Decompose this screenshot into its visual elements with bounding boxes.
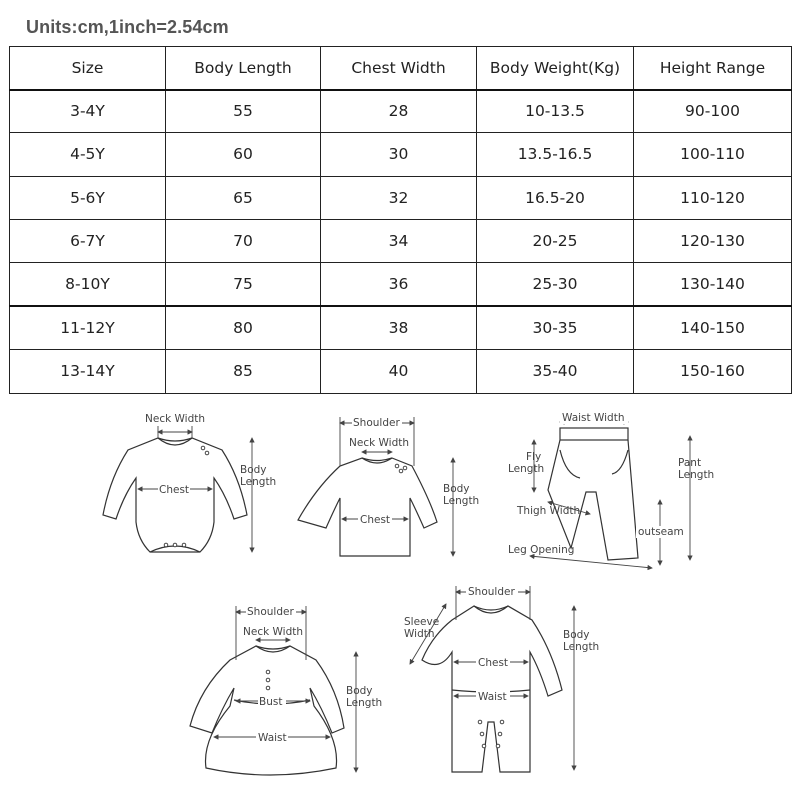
label-fly-length: Fly: [526, 451, 542, 463]
table-row: [10, 176, 792, 219]
table-row: [10, 263, 792, 306]
cell-size: 11-12Y: [10, 306, 166, 349]
cell-body-length: 60: [166, 133, 321, 176]
table-row: [10, 133, 792, 176]
cell-chest-width: 30: [321, 133, 477, 176]
cell-height-range: 130-140: [634, 263, 792, 306]
cell-body-weight: 30-35: [477, 306, 634, 349]
label-body-length: Length: [346, 697, 383, 709]
label-chest: Chest: [478, 657, 509, 669]
units-note: Units:cm,1inch=2.54cm: [26, 17, 229, 37]
label-bust: Bust: [259, 696, 283, 708]
cell-chest-width: 38: [321, 306, 477, 349]
cell-chest-width: 40: [321, 349, 477, 393]
label-neck-width: Neck Width: [243, 626, 304, 638]
label-pant-length: Pant: [678, 457, 702, 469]
label-sleeve-width: Sleeve: [404, 616, 440, 628]
header-chest-width: Chest Width: [321, 47, 477, 90]
pants-diagram: [508, 412, 714, 568]
cell-chest-width: 28: [321, 90, 477, 133]
table-row: [10, 306, 792, 349]
cell-body-weight: 20-25: [477, 219, 634, 262]
cell-height-range: 150-160: [634, 349, 792, 393]
cell-body-weight: 25-30: [477, 263, 634, 306]
label-sleeve-width: Width: [404, 628, 435, 640]
label-shoulder: Shoulder: [468, 586, 515, 598]
table-row: [10, 349, 792, 393]
header-body-weight: Body Weight(Kg): [477, 47, 634, 90]
measurement-diagrams: [0, 400, 800, 800]
label-pant-length: Length: [678, 469, 715, 481]
cell-size: 5-6Y: [10, 176, 166, 219]
cell-height-range: 110-120: [634, 176, 792, 219]
label-waist: Waist: [258, 732, 287, 744]
cell-body-weight: 35-40: [477, 349, 634, 393]
cell-body-length: 80: [166, 306, 321, 349]
cell-body-length: 85: [166, 349, 321, 393]
cell-body-length: 55: [166, 90, 321, 133]
label-thigh-width: Thigh Width: [517, 505, 581, 517]
cell-height-range: 120-130: [634, 219, 792, 262]
sweater-diagram: [298, 417, 479, 556]
label-neck-width: Neck Width: [145, 413, 206, 425]
jumpsuit-diagram: [404, 586, 599, 772]
label-waist-width: Waist Width: [562, 412, 625, 424]
table-header-row: [10, 47, 792, 90]
cell-chest-width: 34: [321, 219, 477, 262]
bodysuit-diagram: [103, 413, 276, 552]
label-shoulder: Shoulder: [247, 606, 294, 618]
label-body-length: Body: [346, 685, 373, 697]
label-chest: Chest: [360, 514, 391, 526]
label-body-length: Length: [240, 476, 277, 488]
header-body-length: Body Length: [166, 47, 321, 90]
label-neck-width: Neck Width: [349, 437, 410, 449]
dress-diagram: [190, 606, 382, 775]
cell-chest-width: 32: [321, 176, 477, 219]
cell-body-weight: 13.5-16.5: [477, 133, 634, 176]
cell-size: 3-4Y: [10, 90, 166, 133]
table-row: [10, 90, 792, 133]
label-shoulder: Shoulder: [353, 417, 400, 429]
table-row: [10, 219, 792, 262]
label-body-length: Length: [563, 641, 600, 653]
size-chart-table: [9, 46, 792, 394]
cell-body-length: 70: [166, 219, 321, 262]
label-chest: Chest: [159, 484, 190, 496]
cell-size: 4-5Y: [10, 133, 166, 176]
label-outseam: outseam: [638, 526, 684, 538]
cell-height-range: 140-150: [634, 306, 792, 349]
cell-height-range: 90-100: [634, 90, 792, 133]
cell-height-range: 100-110: [634, 133, 792, 176]
cell-body-weight: 16.5-20: [477, 176, 634, 219]
label-body-length: Body: [240, 464, 267, 476]
cell-body-length: 75: [166, 263, 321, 306]
cell-size: 6-7Y: [10, 219, 166, 262]
header-height-range: Height Range: [634, 47, 792, 90]
cell-size: 13-14Y: [10, 349, 166, 393]
label-fly-length: Length: [508, 463, 545, 475]
label-leg-opening: Leg Opening: [508, 544, 575, 556]
label-body-length: Body: [563, 629, 590, 641]
cell-body-length: 65: [166, 176, 321, 219]
cell-chest-width: 36: [321, 263, 477, 306]
label-waist: Waist: [478, 691, 507, 703]
header-size: Size: [10, 47, 166, 90]
cell-size: 8-10Y: [10, 263, 166, 306]
label-body-length: Body: [443, 483, 470, 495]
cell-body-weight: 10-13.5: [477, 90, 634, 133]
label-body-length: Length: [443, 495, 480, 507]
